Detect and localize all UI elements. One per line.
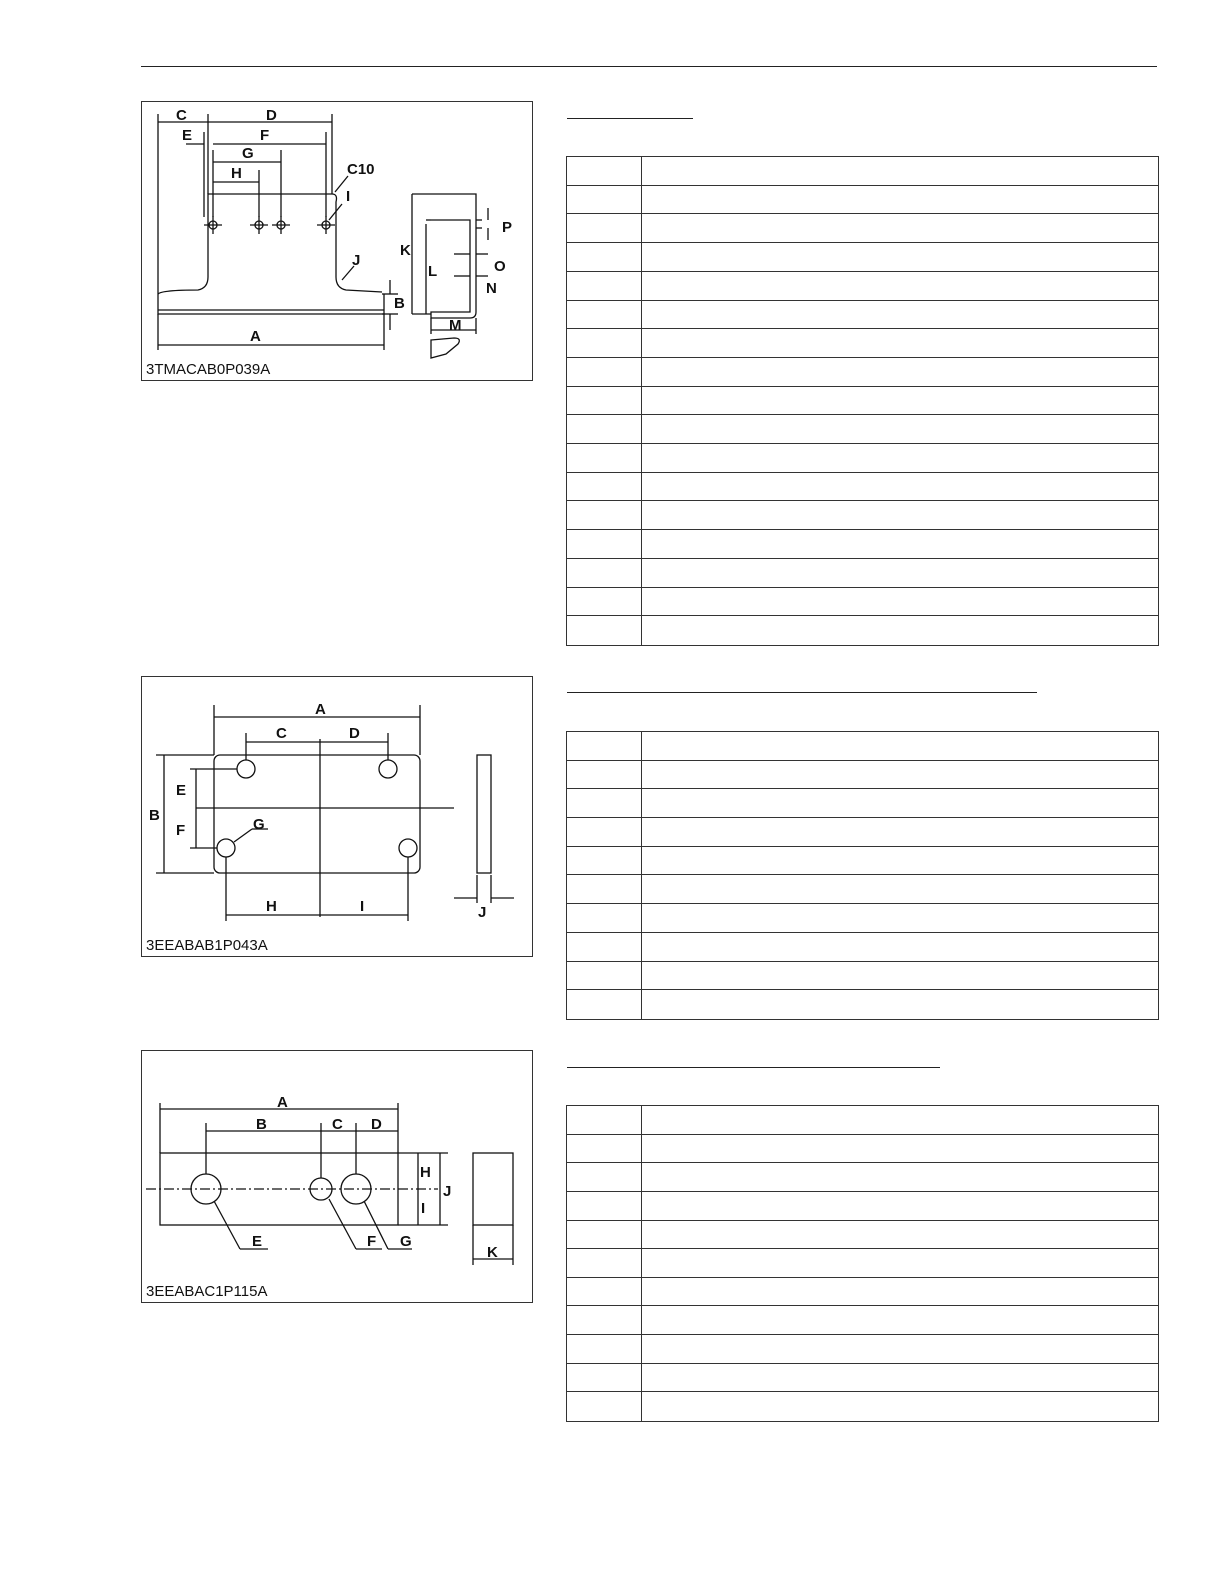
table-cell-value	[642, 1192, 1158, 1220]
table-cell-value	[642, 789, 1158, 817]
dim-label-b: B	[256, 1116, 267, 1133]
table-cell-key	[567, 875, 642, 903]
table-cell-key	[567, 358, 642, 386]
table-row	[567, 473, 1158, 502]
dim-label-g: G	[400, 1233, 412, 1250]
table-row	[567, 789, 1158, 818]
table-row	[567, 990, 1158, 1019]
table-row	[567, 1392, 1158, 1421]
table-row	[567, 962, 1158, 991]
table-cell-key	[567, 1106, 642, 1134]
table-cell-key	[567, 962, 642, 990]
top-rule	[141, 66, 1157, 67]
table-cell-value	[642, 875, 1158, 903]
table-cell-value	[642, 243, 1158, 271]
table-cell-key	[567, 1278, 642, 1306]
table-cell-key	[567, 761, 642, 789]
dim-label-h: H	[266, 898, 277, 915]
table-cell-value	[642, 1221, 1158, 1249]
dim-label-l: L	[428, 263, 438, 280]
table-cell-value	[642, 301, 1158, 329]
table-row	[567, 243, 1158, 272]
table-cell-value	[642, 990, 1158, 1019]
table-cell-value	[642, 588, 1158, 616]
table-row	[567, 301, 1158, 330]
table-row	[567, 933, 1158, 962]
dim-label-g: G	[242, 145, 254, 162]
table-cell-value	[642, 1364, 1158, 1392]
table-cell-value	[642, 444, 1158, 472]
table-row	[567, 588, 1158, 617]
table-cell-key	[567, 1392, 642, 1421]
figure-caption: 3EEABAB1P043A	[146, 937, 268, 954]
dimension-table	[566, 731, 1159, 1020]
dim-label-d: D	[266, 107, 277, 124]
table-cell-key	[567, 272, 642, 300]
dim-label-h: H	[231, 165, 242, 182]
dimension-table	[566, 156, 1159, 646]
table-row	[567, 501, 1158, 530]
table-cell-key	[567, 1364, 642, 1392]
table-cell-value	[642, 415, 1158, 443]
table-cell-value	[642, 904, 1158, 932]
table-cell-value	[642, 1306, 1158, 1334]
figure-caption: 3EEABAC1P115A	[146, 1283, 268, 1300]
table-cell-value	[642, 329, 1158, 357]
table-cell-key	[567, 789, 642, 817]
table-cell-value	[642, 1106, 1158, 1134]
table-cell-key	[567, 1221, 642, 1249]
table-row	[567, 1221, 1158, 1250]
table-cell-value	[642, 761, 1158, 789]
table-cell-value	[642, 186, 1158, 214]
table-row	[567, 1364, 1158, 1393]
table-row	[567, 904, 1158, 933]
dim-label-d: D	[349, 725, 360, 742]
dim-label-i: I	[360, 898, 365, 915]
dim-label-p: P	[502, 219, 513, 236]
table-cell-value	[642, 962, 1158, 990]
table-row	[567, 358, 1158, 387]
table-row	[567, 732, 1158, 761]
table-cell-value	[642, 732, 1158, 760]
table-row	[567, 761, 1158, 790]
table-cell-key	[567, 415, 642, 443]
dim-label-a: A	[315, 701, 326, 718]
plate-drawing	[142, 677, 534, 958]
dim-label-n: N	[486, 280, 497, 297]
dim-label-j: J	[352, 252, 361, 269]
table-cell-value	[642, 157, 1158, 185]
dim-label-m: M	[449, 317, 462, 334]
table-cell-value	[642, 616, 1158, 645]
table-row	[567, 530, 1158, 559]
table-cell-key	[567, 387, 642, 415]
section-heading-rule	[567, 118, 693, 119]
dim-label-g: G	[253, 816, 265, 833]
table-cell-key	[567, 1163, 642, 1191]
dim-label-k: K	[487, 1244, 498, 1261]
table-cell-value	[642, 1278, 1158, 1306]
table-row	[567, 387, 1158, 416]
dim-label-f: F	[176, 822, 186, 839]
dim-label-i: I	[421, 1200, 426, 1217]
dim-label-i: I	[346, 188, 351, 205]
dim-label-j: J	[478, 904, 487, 921]
table-cell-key	[567, 616, 642, 645]
bar-drawing	[142, 1051, 534, 1304]
dim-label-e: E	[182, 127, 193, 144]
table-cell-key	[567, 530, 642, 558]
table-cell-key	[567, 186, 642, 214]
table-cell-value	[642, 1392, 1158, 1421]
table-row	[567, 847, 1158, 876]
table-row	[567, 1106, 1158, 1135]
table-row	[567, 272, 1158, 301]
table-cell-key	[567, 444, 642, 472]
table-cell-key	[567, 559, 642, 587]
dim-label-b: B	[149, 807, 160, 824]
table-cell-value	[642, 272, 1158, 300]
table-cell-key	[567, 301, 642, 329]
table-cell-key	[567, 1306, 642, 1334]
dim-label-h: H	[420, 1164, 431, 1181]
figure-bar	[141, 1050, 533, 1303]
table-row	[567, 559, 1158, 588]
table-cell-value	[642, 1249, 1158, 1277]
table-cell-key	[567, 473, 642, 501]
dimension-table	[566, 1105, 1159, 1422]
table-cell-key	[567, 588, 642, 616]
table-row	[567, 214, 1158, 243]
table-cell-key	[567, 329, 642, 357]
table-cell-value	[642, 559, 1158, 587]
table-row	[567, 1249, 1158, 1278]
figure-bracket	[141, 101, 533, 381]
dim-label-k: K	[400, 242, 411, 259]
dim-label-c10: C10	[347, 161, 375, 178]
table-cell-value	[642, 818, 1158, 846]
table-row	[567, 1278, 1158, 1307]
table-row	[567, 1192, 1158, 1221]
table-cell-value	[642, 1135, 1158, 1163]
table-cell-value	[642, 358, 1158, 386]
table-cell-key	[567, 243, 642, 271]
dim-label-j: J	[443, 1183, 452, 1200]
table-row	[567, 875, 1158, 904]
table-cell-key	[567, 847, 642, 875]
table-row	[567, 1163, 1158, 1192]
table-cell-key	[567, 1335, 642, 1363]
dim-label-e: E	[176, 782, 187, 799]
table-row	[567, 818, 1158, 847]
table-cell-key	[567, 732, 642, 760]
dim-label-c: C	[276, 725, 287, 742]
table-cell-key	[567, 1135, 642, 1163]
table-cell-key	[567, 1192, 642, 1220]
table-cell-value	[642, 387, 1158, 415]
table-row	[567, 1135, 1158, 1164]
table-row	[567, 186, 1158, 215]
table-cell-value	[642, 1163, 1158, 1191]
dim-label-a: A	[250, 328, 261, 345]
table-cell-key	[567, 214, 642, 242]
table-cell-value	[642, 473, 1158, 501]
dim-label-b: B	[394, 295, 405, 312]
table-row	[567, 415, 1158, 444]
dim-label-a: A	[277, 1094, 288, 1111]
table-cell-value	[642, 530, 1158, 558]
figure-plate	[141, 676, 533, 957]
table-row	[567, 616, 1158, 645]
table-cell-key	[567, 990, 642, 1019]
table-cell-value	[642, 1335, 1158, 1363]
dim-label-d: D	[371, 1116, 382, 1133]
section-heading-rule	[567, 1067, 940, 1068]
table-row	[567, 329, 1158, 358]
table-cell-key	[567, 904, 642, 932]
table-row	[567, 444, 1158, 473]
figure-caption: 3TMACAB0P039A	[146, 361, 271, 378]
table-row	[567, 157, 1158, 186]
dim-label-f: F	[367, 1233, 377, 1250]
section-heading-rule	[567, 692, 1037, 693]
table-cell-value	[642, 847, 1158, 875]
dim-label-c: C	[176, 107, 187, 124]
dim-label-e: E	[252, 1233, 263, 1250]
table-cell-key	[567, 157, 642, 185]
table-cell-value	[642, 501, 1158, 529]
dim-label-o: O	[494, 258, 506, 275]
table-cell-key	[567, 933, 642, 961]
dim-label-c: C	[332, 1116, 343, 1133]
dim-label-f: F	[260, 127, 270, 144]
table-row	[567, 1335, 1158, 1364]
table-cell-key	[567, 501, 642, 529]
table-cell-key	[567, 1249, 642, 1277]
table-cell-value	[642, 933, 1158, 961]
table-cell-key	[567, 818, 642, 846]
table-cell-value	[642, 214, 1158, 242]
bracket-drawing	[142, 102, 534, 382]
table-row	[567, 1306, 1158, 1335]
